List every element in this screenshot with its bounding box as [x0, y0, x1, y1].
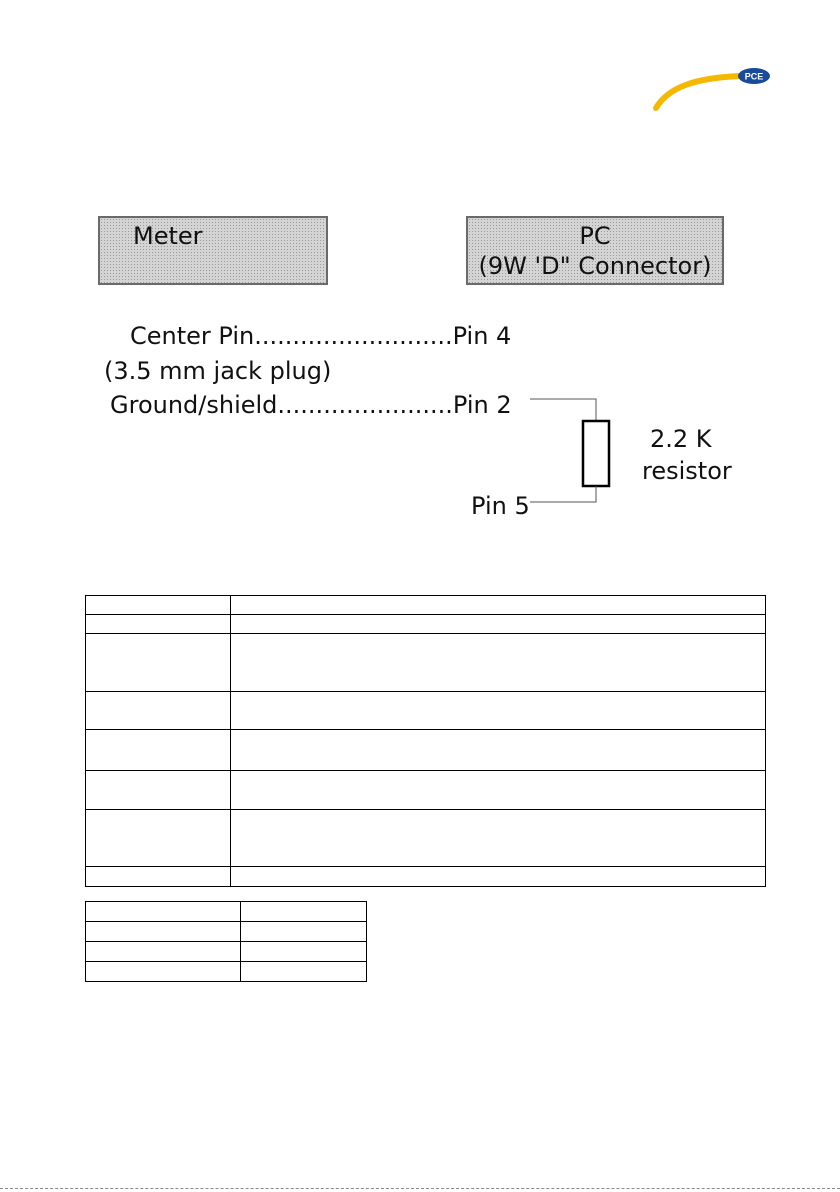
- table-cell: [230, 771, 765, 810]
- table-cell: [230, 730, 765, 771]
- table-cell: [86, 962, 241, 982]
- wire-pin5: [530, 486, 596, 502]
- table-row: [86, 615, 766, 634]
- page-bottom-rule: [0, 1188, 840, 1189]
- table-row: [86, 771, 766, 810]
- pc-connector-label: (9W 'D" Connector): [478, 252, 712, 280]
- table-cell: [230, 634, 765, 692]
- table-cell: [86, 692, 231, 730]
- table-cell: [86, 902, 241, 922]
- table-cell: [240, 962, 366, 982]
- logo-text: PCE: [744, 71, 764, 82]
- table-cell: [86, 730, 231, 771]
- table-cell: [86, 942, 241, 962]
- table-cell: [230, 810, 765, 867]
- table-row: [86, 962, 367, 982]
- table-row: [86, 922, 367, 942]
- table-cell: [230, 596, 765, 615]
- pin5-label: Pin 5: [471, 492, 530, 520]
- table-cell: [86, 867, 231, 887]
- resistor-symbol: [583, 421, 609, 486]
- table-row: [86, 867, 766, 887]
- table-row: [86, 634, 766, 692]
- wire-pin2: [530, 399, 596, 421]
- table-row: [86, 942, 367, 962]
- table-cell: [86, 615, 231, 634]
- table-cell: [86, 922, 241, 942]
- resistor-label: resistor: [642, 457, 732, 485]
- resistor-value: 2.2 K: [650, 425, 712, 453]
- settings-table: [85, 901, 367, 982]
- table-cell: [240, 942, 366, 962]
- table-cell: [230, 615, 765, 634]
- jack-plug-label: (3.5 mm jack plug): [104, 357, 332, 385]
- table-cell: [86, 634, 231, 692]
- center-pin-line: Center Pin..........................Pin 4: [130, 322, 512, 350]
- table-row: [86, 902, 367, 922]
- table-row: [86, 730, 766, 771]
- ground-line: Ground/shield.......................Pin 2: [110, 391, 512, 419]
- table-row: [86, 810, 766, 867]
- table-cell: [240, 902, 366, 922]
- meter-label: Meter: [133, 222, 203, 250]
- table-cell: [240, 922, 366, 942]
- pc-label: PC: [579, 222, 611, 250]
- table-cell: [230, 692, 765, 730]
- table-cell: [230, 867, 765, 887]
- table-cell: [86, 596, 231, 615]
- table-cell: [86, 771, 231, 810]
- spec-table: [85, 595, 766, 887]
- table-cell: [86, 810, 231, 867]
- table-row: [86, 596, 766, 615]
- table-row: [86, 692, 766, 730]
